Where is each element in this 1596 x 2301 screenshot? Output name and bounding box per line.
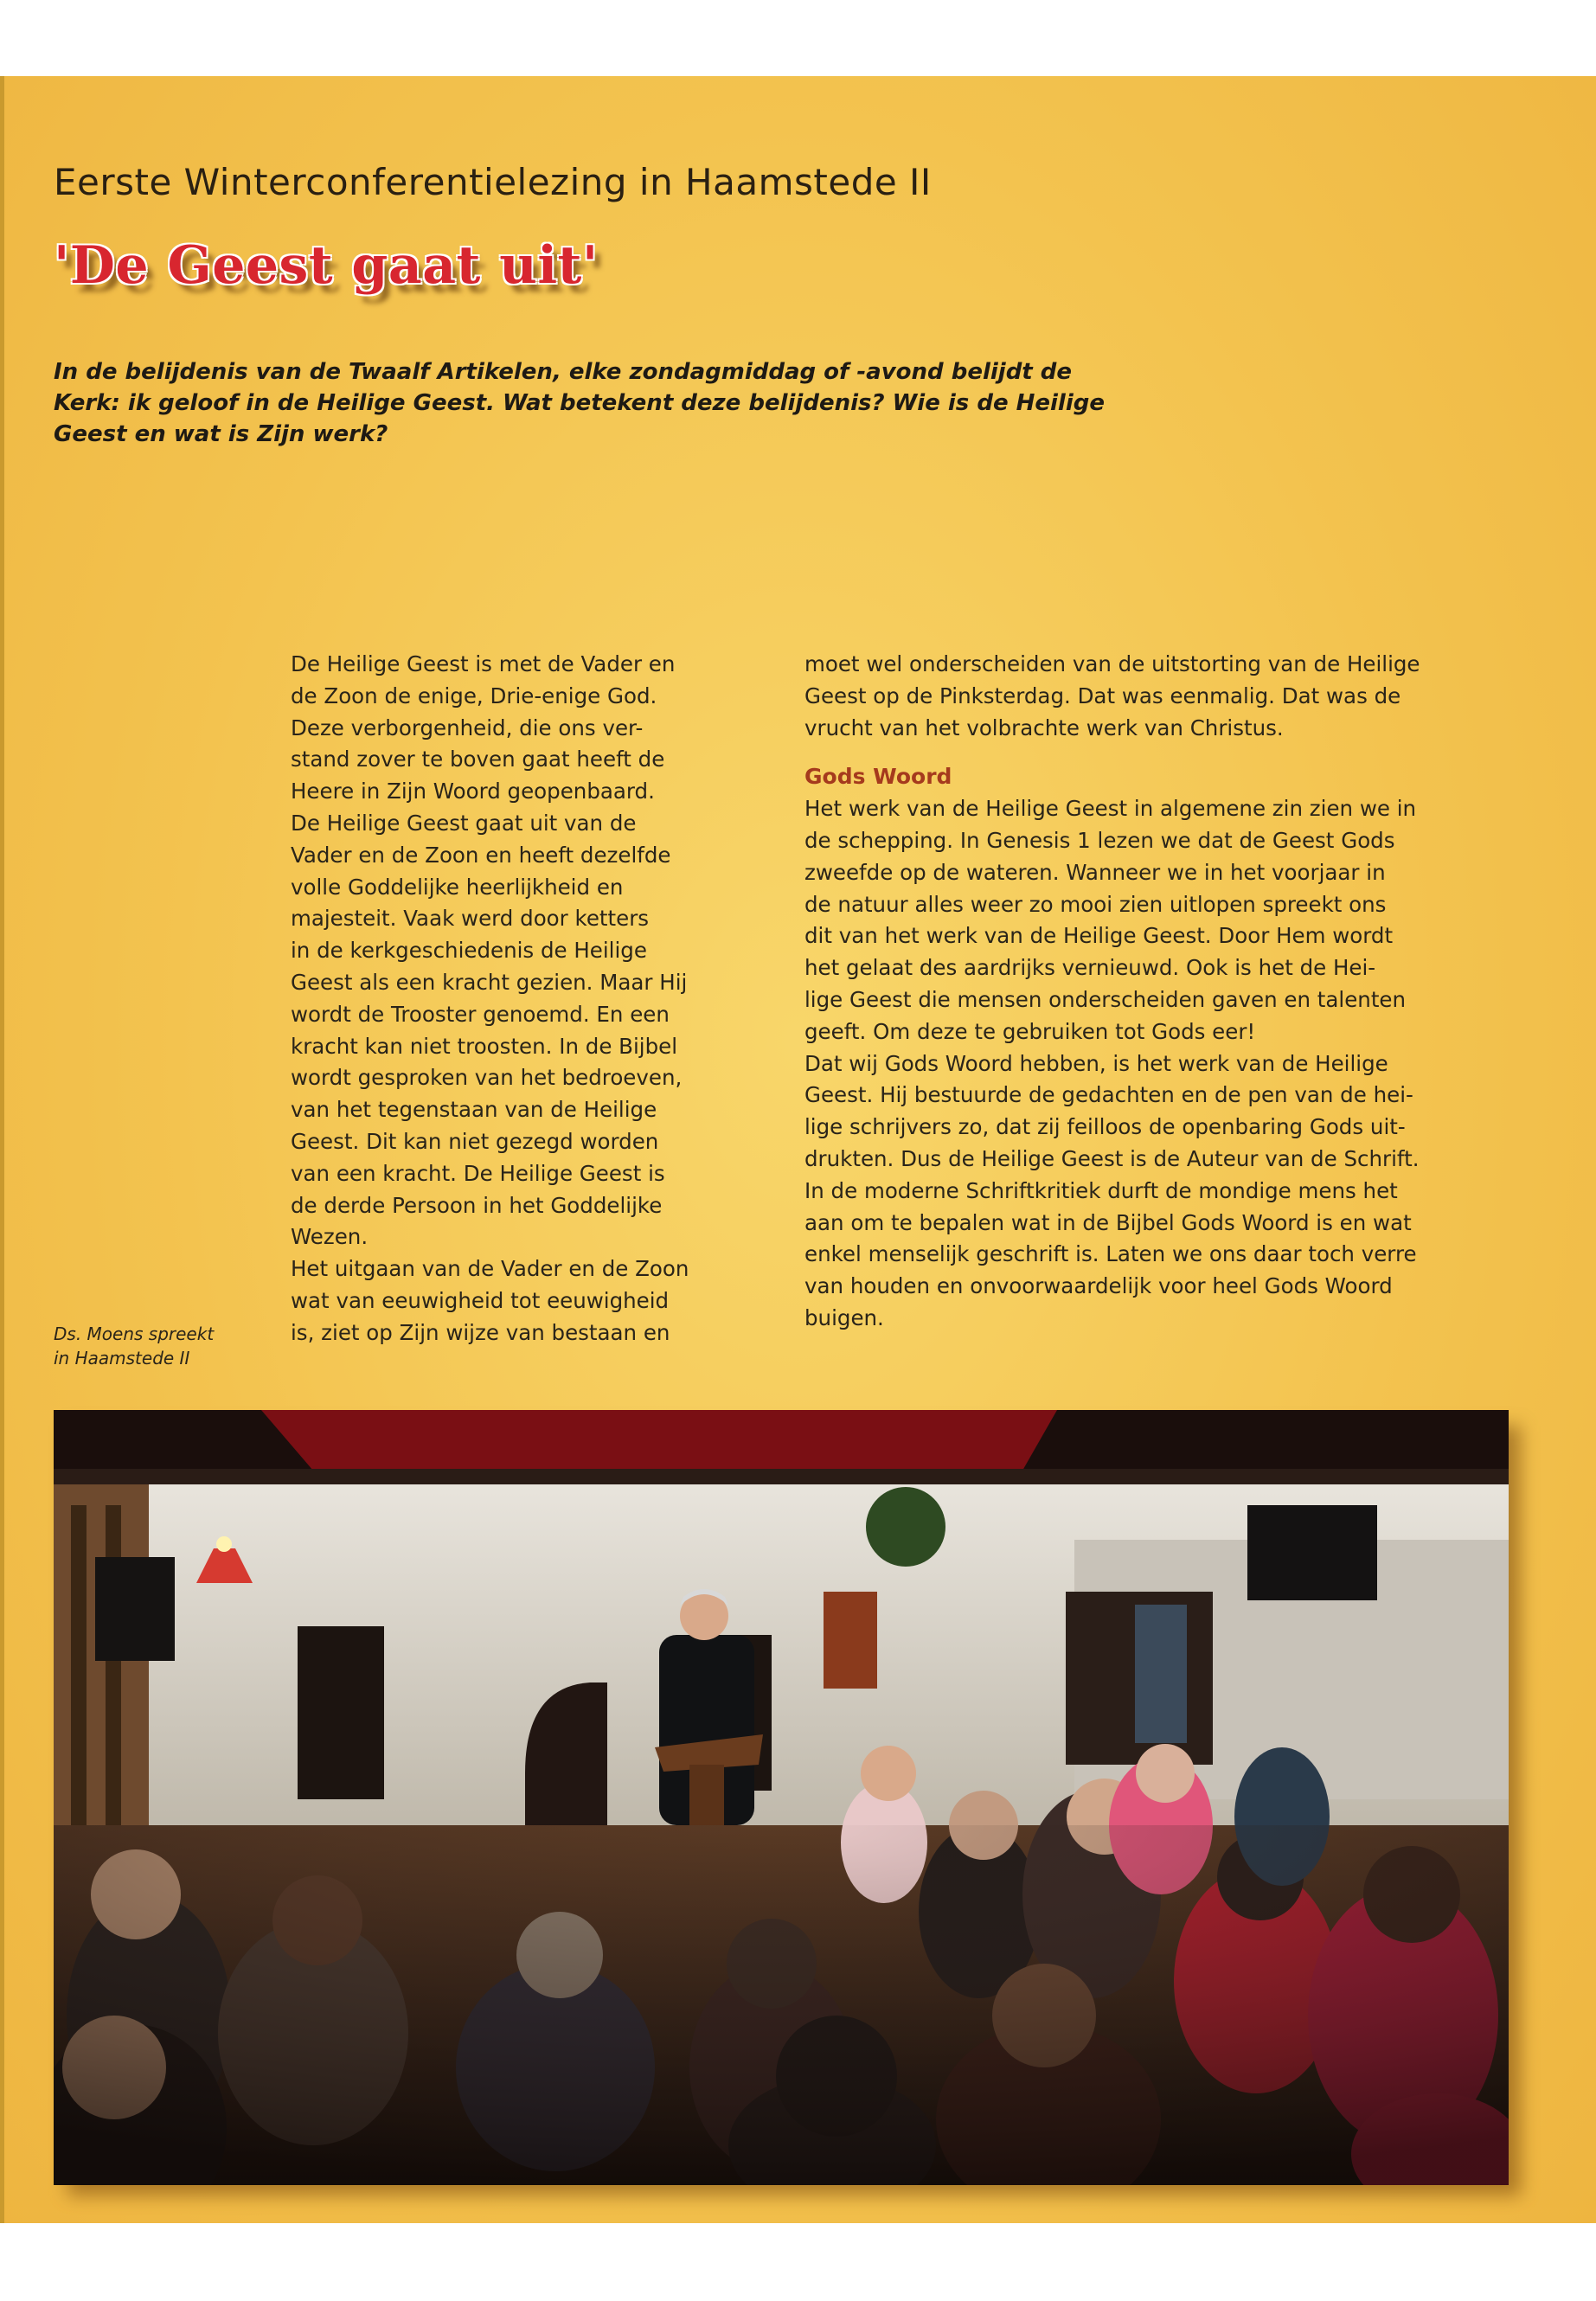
- body-text-line: wordt de Trooster genoemd. En een: [291, 1001, 670, 1027]
- body-text-line: Deze verborgenheid, die ons ver-: [291, 715, 644, 740]
- article-headline: 'De Geest gaat uit': [54, 235, 599, 296]
- lecture-photo: [54, 1410, 1509, 2185]
- body-text-line: in de kerkgeschiedenis de Heilige: [291, 938, 647, 964]
- body-text-line: lige schrijvers zo, dat zij feilloos de openbaring Gods uit-: [804, 1114, 1406, 1140]
- body-text-line: De Heilige Geest is met de Vader en: [291, 651, 676, 676]
- body-text-line: de natuur alles weer zo mooi zien uitlopen spreekt ons: [804, 891, 1387, 917]
- body-text-line: de derde Persoon in het Goddelijke: [291, 1192, 663, 1218]
- section-subhead: Gods Woord: [804, 764, 952, 790]
- timber-beam: [71, 1505, 87, 1851]
- body-text-line: aan om te bepalen wat in de Bijbel Gods Woord is en wat: [804, 1209, 1412, 1235]
- page-edge: [0, 76, 4, 2223]
- body-text-line: Dat wij Gods Woord hebben, is het werk van de Heilige: [804, 1050, 1388, 1076]
- body-text-line: Geest. Hij bestuurde de gedachten en de pen van de hei-: [804, 1082, 1413, 1108]
- body-text-line: majesteit. Vaak werd door ketters: [291, 906, 650, 932]
- body-text-line: wat van eeuwigheid tot eeuwigheid: [291, 1287, 670, 1313]
- body-text-line: de schepping. In Genesis 1 lezen we dat de Geest Gods: [804, 827, 1395, 853]
- body-text-line: Heere in Zijn Woord geopenbaard.: [291, 779, 655, 804]
- lamp-light: [216, 1536, 232, 1552]
- loudspeaker: [1247, 1505, 1377, 1600]
- body-text-line: dit van het werk van de Heilige Geest. Door Hem wordt: [804, 923, 1394, 949]
- body-text-line: volle Goddelijke heerlijkheid en: [291, 874, 624, 900]
- body-column-left: [291, 649, 758, 1349]
- body-text-line: kracht kan niet troosten. In de Bijbel: [291, 1033, 678, 1059]
- body-text-line: Geest op de Pinksterdag. Dat was eenmalig. Dat was de: [804, 683, 1401, 708]
- article-supertitle: Eerste Winterconferentielezing in Haamstede II: [54, 161, 932, 203]
- ceiling-red: [261, 1410, 1057, 1471]
- body-text-line: van het tegenstaan van de Heilige: [291, 1097, 657, 1123]
- body-text-line: geeft. Om deze te gebruiken tot Gods eer!: [804, 1018, 1256, 1044]
- article-intro: In de belijdenis van de Twaalf Artikelen, elke zondagmiddag of -avond belijdt de Kerk: ik geloof in de Heilige Geest. Wat betekent deze belijdenis? Wie is de Heilige Geest en wat is Zijn werk?: [54, 359, 1106, 447]
- body-text-line: De Heilige Geest gaat uit van de: [291, 810, 637, 836]
- lecture-photo-illustration: [54, 1410, 1509, 2185]
- body-text-line: Vader en de Zoon en heeft dezelfde: [291, 842, 671, 868]
- body-text-line: wordt gesproken van het bedroeven,: [291, 1065, 683, 1091]
- plant: [866, 1487, 945, 1567]
- body-text-line: moet wel onderscheiden van de uitstorting van de Heilige: [804, 651, 1420, 676]
- body-text-line: enkel menselijk geschrift is. Laten we ons daar toch verre: [804, 1241, 1417, 1267]
- body-text-line: Het uitgaan van de Vader en de Zoon: [291, 1256, 689, 1282]
- photo-caption: [54, 1322, 214, 1370]
- body-text-line: In de moderne Schriftkritiek durft de mondige mens het: [804, 1177, 1398, 1203]
- window-pane: [1135, 1605, 1187, 1743]
- window: [298, 1626, 384, 1799]
- body-text-line: Geest als een kracht gezien. Maar Hij: [291, 969, 688, 995]
- loudspeaker: [95, 1557, 175, 1661]
- photo-vignette: [54, 1825, 1509, 2185]
- body-text-line: vrucht van het volbrachte werk van Christus.: [804, 715, 1284, 740]
- body-text-line: drukten. Dus de Heilige Geest is de Auteur van de Schrift.: [804, 1145, 1420, 1171]
- body-text-line: Geest. Dit kan niet gezegd worden: [291, 1128, 659, 1154]
- body-text-line: stand zover te boven gaat heeft de: [291, 747, 665, 772]
- body-text-line: buigen.: [804, 1304, 884, 1330]
- body-text-line: is, ziet op Zijn wijze van bestaan en: [291, 1319, 670, 1345]
- body-text-line: de Zoon de enige, Drie-enige God.: [291, 683, 657, 708]
- body-text-line: Wezen.: [291, 1224, 369, 1250]
- body-text-line: zweefde op de wateren. Wanneer we in het voorjaar in: [804, 859, 1386, 885]
- body-text-line: van een kracht. De Heilige Geest is: [291, 1160, 665, 1186]
- painting: [824, 1592, 877, 1689]
- body-text-line: lige Geest die mensen onderscheiden gaven en talenten: [804, 986, 1407, 1012]
- body-text-line: het gelaat des aardrijks vernieuwd. Ook is het de Hei-: [804, 955, 1376, 981]
- caption-line: in Haamstede II: [54, 1348, 190, 1368]
- body-column-right: [804, 649, 1531, 1335]
- body-text-line: Het werk van de Heilige Geest in algemene zin zien we in: [804, 796, 1417, 822]
- ceiling-beam: [54, 1469, 1509, 1484]
- caption-line: Ds. Moens spreekt: [54, 1324, 215, 1344]
- timber-wall: [54, 1484, 149, 1865]
- body-text-line: van houden en onvoorwaardelijk voor heel Gods Woord: [804, 1273, 1393, 1299]
